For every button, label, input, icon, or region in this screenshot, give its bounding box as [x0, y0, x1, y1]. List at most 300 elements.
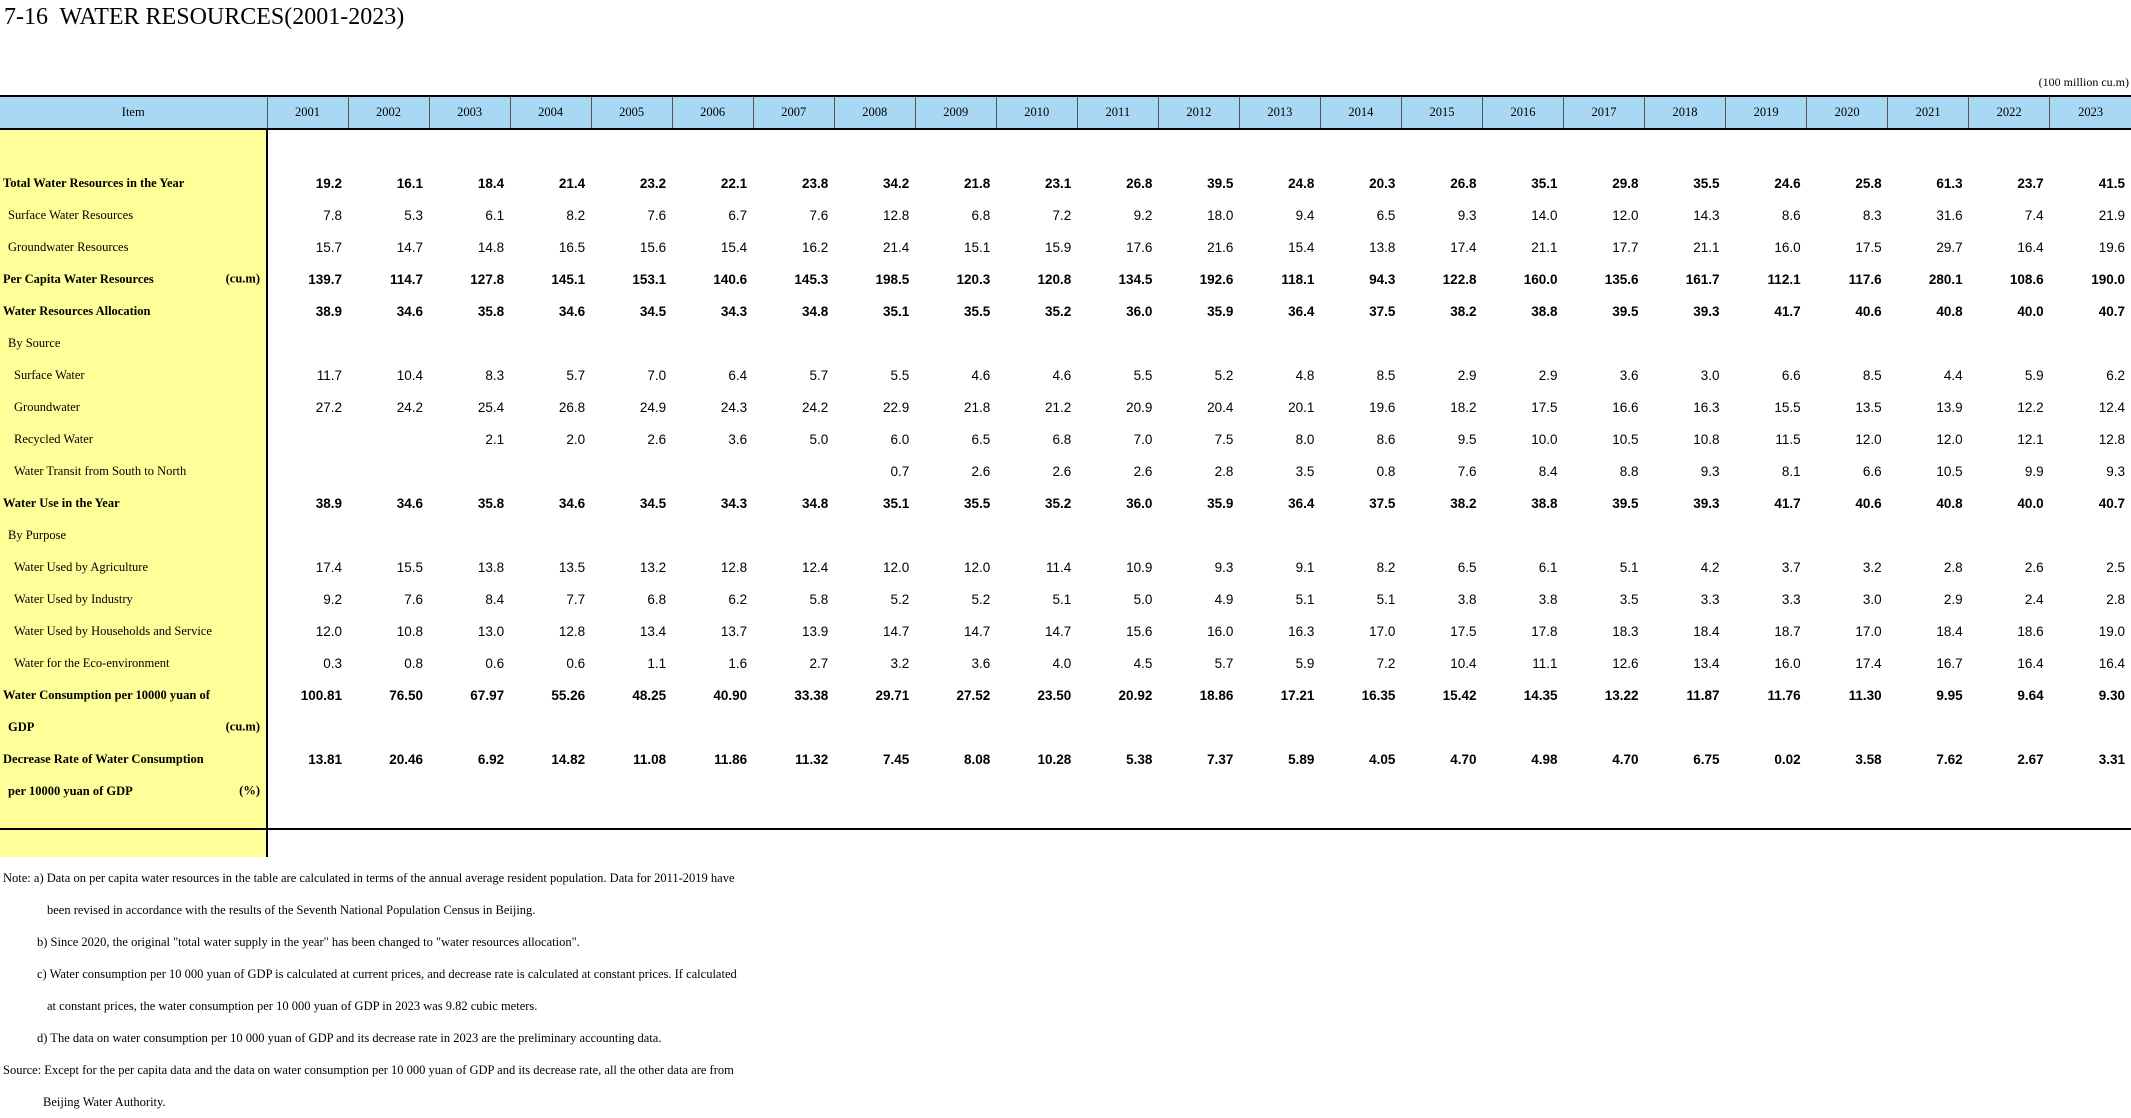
table-cell: 20.9: [1126, 399, 1153, 415]
table-cell: [510, 327, 591, 359]
row-label: Water Used by Households and Service: [0, 615, 267, 647]
table-title: 7-16 WATER RESOURCES(2001-2023): [4, 4, 405, 30]
table-cell: [1645, 775, 1726, 807]
table-cell: 23.50: [1037, 687, 1072, 703]
table-cell: 6.2: [728, 591, 748, 607]
table-cell: 2.6: [1052, 463, 1072, 479]
table-cell: 40.7: [2098, 303, 2125, 319]
table-cell: 40.6: [1855, 303, 1882, 319]
table-cell: 153.1: [632, 271, 667, 287]
header-year: 2006: [672, 96, 753, 129]
table-cell: 21.8: [964, 399, 991, 415]
table-row: [0, 519, 2131, 551]
table-cell: 0.6: [485, 655, 505, 671]
table-cell: 15.6: [1126, 623, 1153, 639]
table-cell: 13.4: [639, 623, 667, 639]
table-cell: 19.2: [315, 175, 343, 191]
table-cell: 35.1: [882, 495, 910, 511]
header-year: 2016: [1482, 96, 1563, 129]
table-cell: 10.5: [1936, 463, 1963, 479]
table-cell: 13.22: [1604, 687, 1639, 703]
table-cell: 3.0: [1700, 367, 1720, 383]
table-cell: 6.5: [971, 431, 991, 447]
row-unit: (cu.m): [225, 719, 260, 734]
header-year: 2013: [1239, 96, 1320, 129]
table-cell: 9.30: [2098, 687, 2125, 703]
table-cell: 17.0: [1855, 623, 1882, 639]
header-year: 2009: [915, 96, 996, 129]
table-cell: [1239, 711, 1320, 743]
table-cell: 9.9: [2024, 463, 2044, 479]
table-cell: 21.6: [1207, 239, 1234, 255]
table-cell: 15.5: [396, 559, 424, 575]
row-label: By Purpose: [0, 519, 267, 551]
table-cell: [1564, 775, 1645, 807]
table-cell: 10.9: [1126, 559, 1153, 575]
table-cell: 23.8: [801, 175, 829, 191]
table-cell: [267, 519, 348, 551]
table-cell: 37.5: [1369, 495, 1396, 511]
table-cell: 6.1: [485, 207, 505, 223]
table-cell: 2.4: [2024, 591, 2044, 607]
header-year: 2005: [591, 96, 672, 129]
table-cell: 39.3: [1693, 495, 1720, 511]
row-label: Water Used by Industry: [0, 583, 267, 615]
table-cell: 40.8: [1936, 303, 1963, 319]
table-cell: 16.4: [2017, 655, 2044, 671]
table-cell: 9.4: [1295, 207, 1315, 223]
row-label: Per Capita Water Resources (cu.m): [0, 263, 267, 295]
table-cell: 18.6: [2017, 623, 2044, 639]
table-cell: 38.2: [1450, 303, 1477, 319]
table-row: [0, 583, 2131, 615]
table-cell: 39.5: [1612, 303, 1639, 319]
table-cell: 26.8: [558, 399, 586, 415]
table-cell: 11.7: [316, 367, 343, 383]
table-cell: 22.9: [882, 399, 910, 415]
table-row: [0, 263, 2131, 295]
table-cell: 14.7: [1045, 623, 1072, 639]
table-cell: 23.7: [2017, 175, 2044, 191]
table-cell: 24.8: [1288, 175, 1315, 191]
table-cell: [1482, 711, 1563, 743]
table-cell: 12.0: [315, 623, 343, 639]
table-cell: 25.4: [477, 399, 505, 415]
table-cell: 2.8: [1214, 463, 1234, 479]
table-cell: 2.9: [1538, 367, 1558, 383]
table-cell: 94.3: [1369, 271, 1396, 287]
table-cell: [1564, 327, 1645, 359]
table-cell: 35.1: [882, 303, 910, 319]
table-cell: 12.0: [1936, 431, 1963, 447]
table-cell: 2.7: [809, 655, 829, 671]
table-cell: 4.6: [1052, 367, 1072, 383]
table-cell: 114.7: [390, 271, 424, 287]
table-cell: [1969, 711, 2050, 743]
table-cell: [1888, 775, 1969, 807]
table-cell: 160.0: [1523, 271, 1558, 287]
table-cell: 9.64: [2017, 687, 2044, 703]
table-cell: 29.71: [875, 687, 910, 703]
table-cell: 16.4: [2098, 655, 2125, 671]
table-cell: 3.8: [1457, 591, 1477, 607]
table-cell: 7.6: [809, 207, 829, 223]
header-year: 2002: [348, 96, 429, 129]
table-cell: 9.3: [2106, 463, 2125, 479]
table-cell: 3.6: [728, 431, 748, 447]
table-cell: 23.2: [639, 175, 667, 191]
header-year: 2010: [996, 96, 1077, 129]
table-cell: 18.0: [1207, 207, 1234, 223]
table-cell: 21.1: [1693, 239, 1720, 255]
table-cell: [753, 327, 834, 359]
table-cell: 16.5: [558, 239, 586, 255]
table-cell: 13.9: [1936, 399, 1963, 415]
table-cell: 7.6: [1457, 463, 1477, 479]
table-cell: 34.8: [801, 303, 829, 319]
table-cell: 21.4: [558, 175, 586, 191]
spacer-row: [0, 807, 2131, 857]
table-cell: 34.6: [396, 495, 424, 511]
table-cell: 11.08: [633, 751, 667, 767]
table-cell: 192.6: [1199, 271, 1234, 287]
table-cell: 5.0: [809, 431, 829, 447]
table-row: [0, 551, 2131, 583]
table-cell: [429, 455, 510, 487]
table-cell: 35.2: [1045, 495, 1072, 511]
header-year: 2008: [834, 96, 915, 129]
table-cell: 34.8: [801, 495, 829, 511]
table-cell: 40.7: [2098, 495, 2125, 511]
table-cell: 7.6: [404, 591, 424, 607]
table-cell: 34.2: [882, 175, 910, 191]
table-cell: 40.90: [713, 687, 748, 703]
table-cell: 8.2: [1376, 559, 1396, 575]
header-year: 2017: [1564, 96, 1645, 129]
table-cell: 35.5: [1693, 175, 1720, 191]
table-cell: 12.6: [1612, 655, 1639, 671]
row-label: Water Transit from South to North: [0, 455, 267, 487]
table-cell: [672, 327, 753, 359]
table-cell: 5.89: [1288, 751, 1315, 767]
table-cell: [510, 455, 591, 487]
table-cell: 6.8: [647, 591, 667, 607]
table-cell: 3.6: [1619, 367, 1639, 383]
table-cell: [1077, 519, 1158, 551]
table-cell: 24.6: [1774, 175, 1801, 191]
table-cell: 8.6: [1376, 431, 1396, 447]
table-cell: 5.1: [1052, 591, 1072, 607]
table-cell: 36.4: [1288, 303, 1315, 319]
table-cell: 140.6: [713, 271, 748, 287]
table-cell: 18.7: [1774, 623, 1801, 639]
row-label: Water Used by Agriculture: [0, 551, 267, 583]
table-cell: 117.6: [1848, 271, 1882, 287]
table-cell: 19.6: [1369, 399, 1396, 415]
table-cell: [1401, 775, 1482, 807]
table-cell: [1969, 327, 2050, 359]
table-cell: 29.8: [1612, 175, 1639, 191]
table-cell: 6.6: [1862, 463, 1882, 479]
table-cell: 35.9: [1207, 303, 1234, 319]
table-cell: 3.58: [1855, 751, 1882, 767]
table-cell: 10.4: [396, 367, 424, 383]
header-item: Item: [0, 96, 267, 129]
table-cell: 4.05: [1369, 751, 1396, 767]
table-cell: 0.3: [323, 655, 343, 671]
table-cell: [1645, 711, 1726, 743]
table-cell: 118.1: [1281, 271, 1315, 287]
row-label: per 10000 yuan of GDP (%): [0, 775, 267, 807]
table-cell: [834, 327, 915, 359]
table-cell: 23.1: [1045, 175, 1072, 191]
table-cell: 13.4: [1693, 655, 1720, 671]
table-cell: 16.4: [2017, 239, 2044, 255]
table-cell: 48.25: [632, 687, 667, 703]
table-cell: 40.0: [2017, 303, 2044, 319]
table-cell: [267, 775, 348, 807]
table-cell: [753, 775, 834, 807]
table-cell: 14.7: [882, 623, 910, 639]
table-cell: 3.3: [1781, 591, 1801, 607]
table-cell: 12.0: [1612, 207, 1639, 223]
table-cell: 8.8: [1619, 463, 1639, 479]
table-cell: 13.0: [477, 623, 505, 639]
table-cell: 2.6: [2024, 559, 2044, 575]
table-cell: 3.8: [1538, 591, 1558, 607]
table-cell: 2.6: [971, 463, 991, 479]
table-cell: 17.7: [1612, 239, 1639, 255]
table-cell: 7.37: [1207, 751, 1234, 767]
table-cell: 7.4: [2024, 207, 2044, 223]
table-cell: [753, 711, 834, 743]
table-cell: [348, 423, 429, 455]
table-cell: 21.2: [1045, 399, 1072, 415]
table-cell: 15.4: [1288, 239, 1315, 255]
table-cell: 14.7: [964, 623, 991, 639]
table-cell: 10.5: [1612, 431, 1639, 447]
table-cell: 35.2: [1045, 303, 1072, 319]
table-cell: 6.2: [2106, 367, 2125, 383]
table-cell: 2.8: [1943, 559, 1963, 575]
table-cell: 15.6: [639, 239, 667, 255]
table-cell: 0.7: [890, 463, 910, 479]
row-label: Total Water Resources in the Year: [0, 167, 267, 199]
table-cell: 36.0: [1126, 303, 1153, 319]
table-cell: [591, 711, 672, 743]
table-cell: 2.0: [566, 431, 586, 447]
table-cell: [267, 711, 348, 743]
table-row: [0, 199, 2131, 231]
table-row: [0, 647, 2131, 679]
table-cell: [1482, 519, 1563, 551]
table-cell: [996, 519, 1077, 551]
table-row: [0, 295, 2131, 327]
table-cell: 6.8: [971, 207, 991, 223]
table-cell: 11.4: [1046, 559, 1072, 575]
table-cell: [1401, 519, 1482, 551]
table-cell: 76.50: [389, 687, 424, 703]
table-cell: 20.46: [389, 751, 424, 767]
table-row: [0, 711, 2131, 743]
note-line: at constant prices, the water consumption per 10 000 yuan of GDP in 2023 was 9.82 cubic meters.: [47, 999, 538, 1013]
table-cell: 11.86: [714, 751, 748, 767]
table-cell: 14.82: [551, 751, 586, 767]
table-cell: 16.6: [1612, 399, 1639, 415]
table-cell: [267, 327, 348, 359]
table-cell: 145.1: [551, 271, 586, 287]
table-cell: [1726, 711, 1807, 743]
table-cell: 16.2: [801, 239, 829, 255]
table-cell: 120.3: [956, 271, 991, 287]
table-cell: 3.7: [1781, 559, 1801, 575]
table-cell: 17.8: [1531, 623, 1558, 639]
table-cell: 16.0: [1774, 655, 1801, 671]
table-cell: 4.4: [1943, 367, 1963, 383]
table-cell: 41.7: [1774, 303, 1801, 319]
header-year: 2012: [1158, 96, 1239, 129]
table-cell: 5.1: [1295, 591, 1315, 607]
table-cell: [1320, 327, 1401, 359]
table-cell: [2050, 775, 2131, 807]
table-cell: 280.1: [1928, 271, 1963, 287]
table-cell: [1320, 775, 1401, 807]
table-cell: 7.0: [647, 367, 667, 383]
table-cell: 8.5: [1376, 367, 1396, 383]
table-cell: 18.3: [1612, 623, 1639, 639]
table-cell: 20.1: [1288, 399, 1315, 415]
table-cell: 16.0: [1207, 623, 1234, 639]
table-cell: 8.5: [1862, 367, 1882, 383]
table-cell: 18.4: [477, 175, 505, 191]
table-row: [0, 391, 2131, 423]
table-cell: 34.6: [558, 495, 586, 511]
table-cell: [348, 519, 429, 551]
table-cell: [1320, 711, 1401, 743]
table-cell: 2.9: [1943, 591, 1963, 607]
table-cell: 3.6: [971, 655, 991, 671]
table-cell: 35.8: [477, 303, 505, 319]
table-cell: 6.92: [477, 751, 505, 767]
table-cell: 2.9: [1457, 367, 1477, 383]
table-cell: 0.6: [566, 655, 586, 671]
table-cell: 6.5: [1457, 559, 1477, 575]
table-cell: [753, 519, 834, 551]
table-cell: [1158, 775, 1239, 807]
row-unit: (%): [239, 783, 260, 798]
table-cell: 16.7: [1936, 655, 1963, 671]
notes-section: [3, 862, 737, 1118]
table-cell: 34.5: [639, 495, 667, 511]
table-cell: [1969, 775, 2050, 807]
table-cell: 12.8: [558, 623, 586, 639]
header-year: 2015: [1401, 96, 1482, 129]
table-cell: [1482, 327, 1563, 359]
table-cell: 3.5: [1295, 463, 1315, 479]
table-cell: 3.0: [1862, 591, 1882, 607]
table-cell: 14.8: [477, 239, 505, 255]
note-line: Beijing Water Authority.: [43, 1095, 166, 1109]
table-bottom-rule: [0, 828, 2131, 830]
table-cell: [348, 455, 429, 487]
table-cell: 2.6: [647, 431, 667, 447]
table-cell: 16.0: [1774, 239, 1801, 255]
table-cell: [1401, 327, 1482, 359]
table-cell: [996, 327, 1077, 359]
table-cell: 6.1: [1538, 559, 1558, 575]
table-cell: 100.81: [300, 687, 343, 703]
header-year: 2007: [753, 96, 834, 129]
table-cell: 38.9: [315, 303, 343, 319]
table-row: [0, 231, 2131, 263]
row-label: Surface Water Resources: [0, 199, 267, 231]
table-cell: 19.6: [2098, 239, 2125, 255]
row-label: Water Consumption per 10000 yuan of: [0, 679, 267, 711]
table-cell: 139.7: [308, 271, 343, 287]
table-cell: 11.5: [1775, 431, 1801, 447]
table-cell: 134.5: [1118, 271, 1153, 287]
table-cell: 12.8: [720, 559, 748, 575]
table-cell: 15.42: [1442, 687, 1477, 703]
table-cell: 5.7: [566, 367, 586, 383]
table-cell: 40.8: [1936, 495, 1963, 511]
header-year: 2001: [267, 96, 348, 129]
table-cell: [1726, 775, 1807, 807]
table-cell: 10.28: [1037, 751, 1072, 767]
table-cell: 31.6: [1936, 207, 1963, 223]
table-cell: 5.8: [809, 591, 829, 607]
table-cell: 7.2: [1052, 207, 1072, 223]
note-line: c) Water consumption per 10 000 yuan of GDP is calculated at current prices, and decrease rate is calculated at constant prices. If calculated: [37, 967, 737, 981]
table-cell: 5.2: [971, 591, 991, 607]
table-cell: 13.9: [801, 623, 829, 639]
table-cell: [348, 327, 429, 359]
header-year: 2019: [1726, 96, 1807, 129]
header-year: 2023: [2050, 96, 2131, 129]
table-cell: 5.2: [890, 591, 910, 607]
table-cell: 35.5: [964, 303, 991, 319]
table-cell: 7.8: [323, 207, 343, 223]
table-cell: [672, 455, 753, 487]
table-cell: 13.5: [558, 559, 586, 575]
table-cell: 8.6: [1781, 207, 1801, 223]
table-cell: [672, 519, 753, 551]
table-cell: 8.3: [485, 367, 505, 383]
header-year: 2022: [1969, 96, 2050, 129]
table-cell: [672, 775, 753, 807]
row-label: Recycled Water: [0, 423, 267, 455]
table-cell: 5.7: [809, 367, 829, 383]
table-cell: 61.3: [1936, 175, 1963, 191]
table-cell: 120.8: [1037, 271, 1072, 287]
table-cell: 2.67: [2017, 751, 2044, 767]
table-cell: 12.8: [2098, 431, 2125, 447]
table-cell: [1888, 327, 1969, 359]
table-cell: [1401, 711, 1482, 743]
row-label: GDP (cu.m): [0, 711, 267, 743]
table-cell: [1564, 519, 1645, 551]
table-cell: 2.8: [2106, 591, 2125, 607]
table-cell: 12.1: [2017, 431, 2044, 447]
table-cell: 5.1: [1619, 559, 1639, 575]
table-cell: [1077, 327, 1158, 359]
table-cell: [996, 711, 1077, 743]
table-cell: 145.3: [794, 271, 829, 287]
table-cell: 15.9: [1045, 239, 1072, 255]
table-cell: 17.21: [1280, 687, 1315, 703]
table-cell: 14.7: [396, 239, 424, 255]
table-cell: 4.2: [1700, 559, 1720, 575]
